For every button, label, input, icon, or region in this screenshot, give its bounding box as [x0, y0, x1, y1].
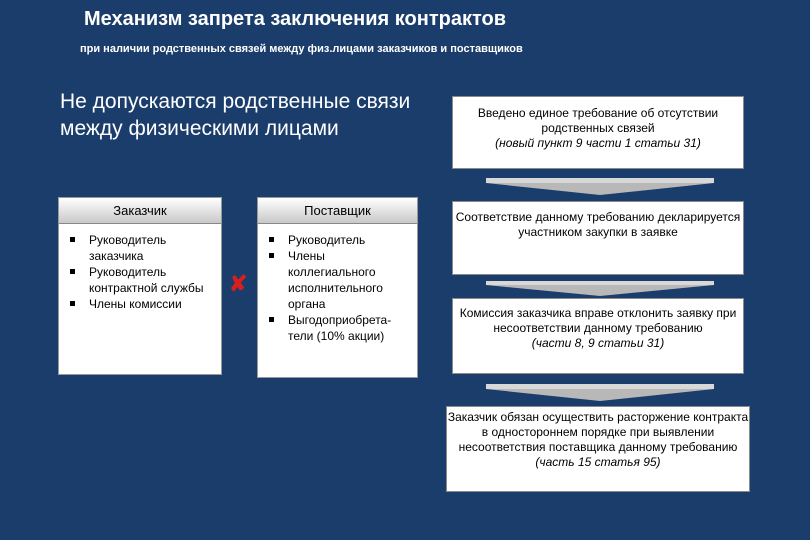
page-subtitle: при наличии родственных связей между физ.лицами заказчиков и поставщиков — [80, 43, 523, 55]
customer-item: Члены комиссии — [69, 296, 217, 312]
flow-step-3 — [452, 298, 744, 374]
supplier-list — [258, 224, 417, 377]
cross-icon: ✘ — [229, 271, 248, 296]
customer-header: Заказчик — [59, 198, 221, 224]
flow-step-text: Заказчик обязан осуществить расторжение контракта в одностороннем порядке при выявлении несоответствия поставщика данному требованию — [447, 410, 749, 454]
flow-step-text: Введено единое требование об отсутствии родственных связей — [477, 106, 719, 135]
flow-step-note: (часть 15 статья 95) — [535, 455, 661, 469]
page-title: Механизм запрета заключения контрактов — [84, 8, 507, 30]
supplier-item: Члены коллегиального исполнительного органа — [268, 248, 413, 312]
supplier-item: Руководитель — [268, 232, 413, 248]
down-arrow-icon — [486, 281, 714, 297]
customer-column — [58, 197, 222, 375]
customer-item: Руководитель контрактной службы — [69, 264, 217, 296]
flow-step-2 — [452, 201, 744, 275]
flow-step-4 — [446, 406, 750, 492]
flow-step-text: Соответствие данному требованию декларируется участником закупки в заявке — [455, 210, 741, 239]
customer-list — [59, 224, 221, 374]
supplier-header: Поставщик — [258, 198, 417, 224]
flow-step-1 — [452, 96, 744, 169]
down-arrow-icon — [486, 178, 714, 196]
supplier-item: Выгодоприобрета-тели (10% акции) — [268, 312, 413, 344]
supplier-column — [257, 197, 418, 378]
customer-item: Руководитель заказчика — [69, 232, 217, 264]
flow-step-note: (новый пункт 9 части 1 статьи 31) — [495, 136, 701, 150]
flow-step-text: Комиссия заказчика вправе отклонить заявку при несоответствии данному требованию — [459, 306, 737, 335]
headline: Не допускаются родственные связи между физическими лицами — [60, 90, 411, 140]
flow-step-note: (части 8, 9 статьи 31) — [531, 336, 665, 350]
down-arrow-icon — [486, 384, 714, 402]
